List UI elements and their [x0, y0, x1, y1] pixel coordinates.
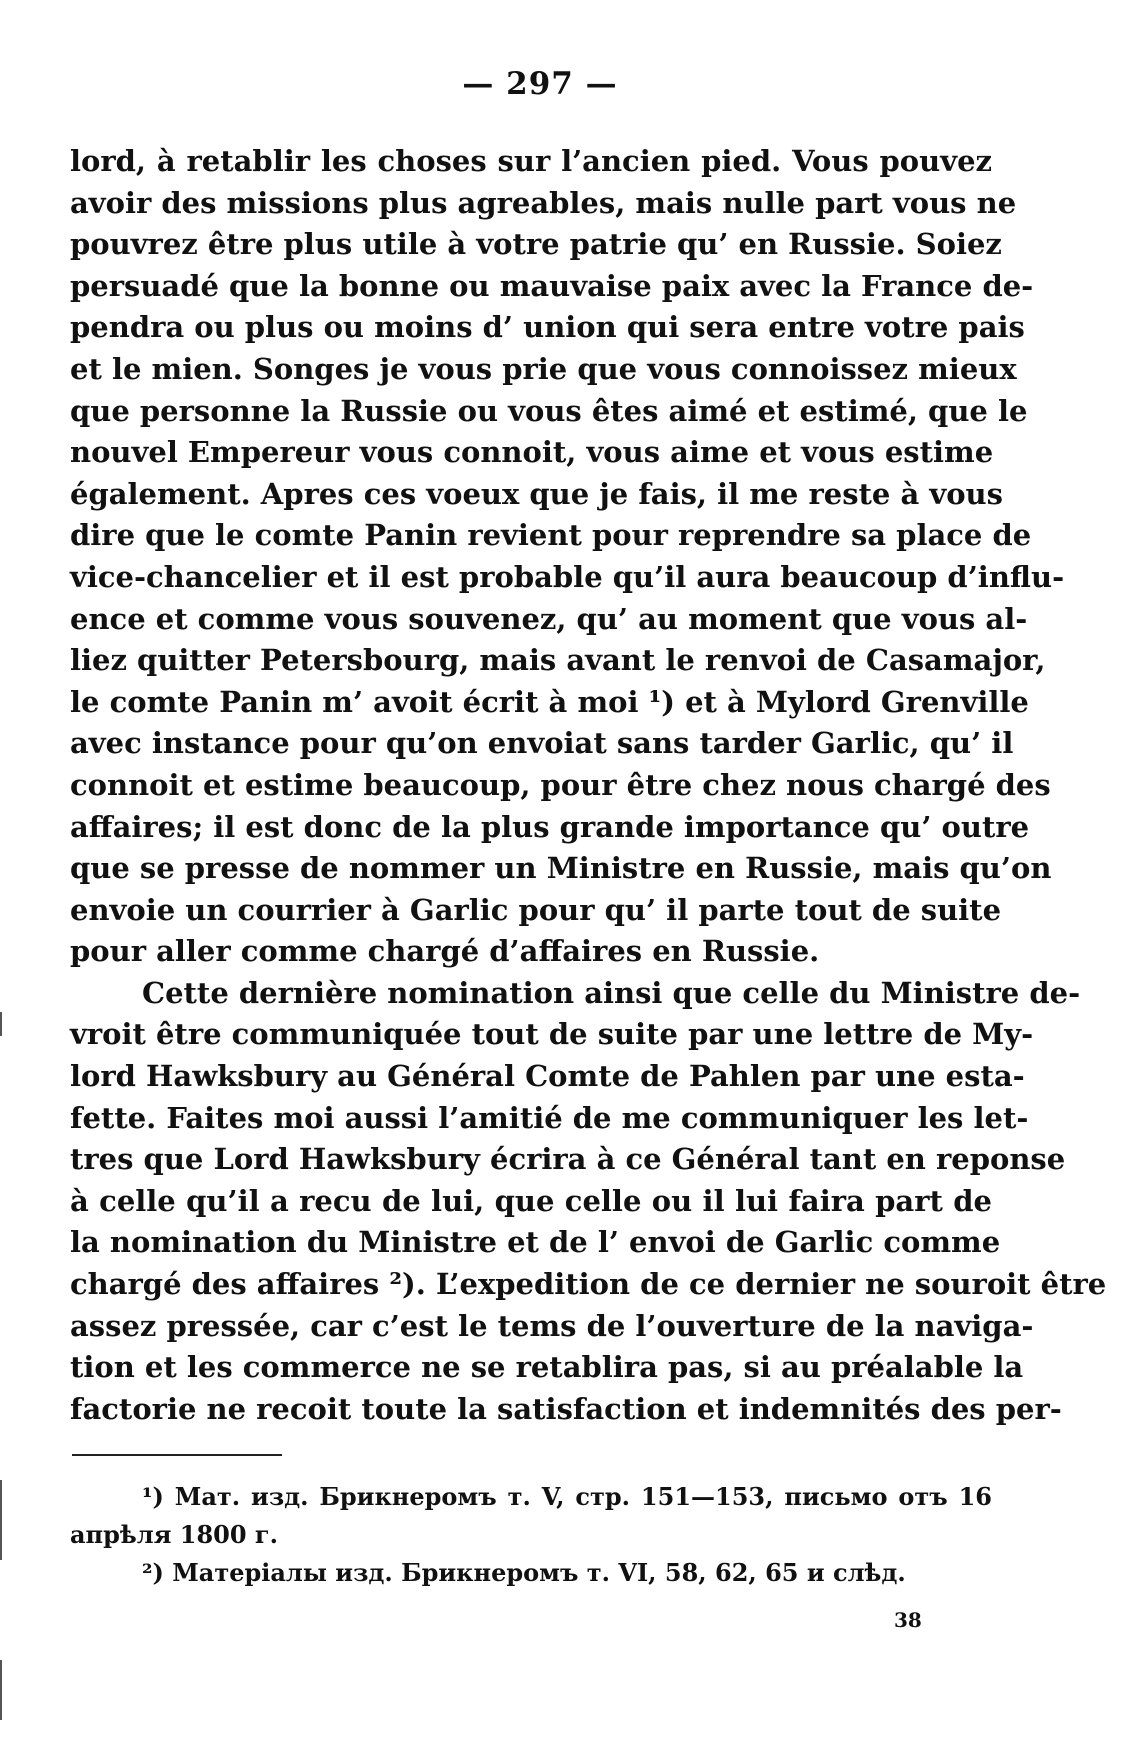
text-line: à celle qu’il a recu de lui, que celle ou il lui faira part de [70, 1183, 992, 1218]
text-line: pour aller comme chargé d’affaires en Russie. [70, 934, 820, 969]
text-line: nouvel Empereur vous connoit, vous aime et vous estime [70, 435, 994, 470]
text-line: factorie ne recoit toute la satisfaction et indemnités des per- [70, 1391, 1062, 1426]
text-line: affaires; il est donc de la plus grande importance qu’ outre [70, 809, 1030, 844]
paragraph-start-line: Cette dernière nomination ainsi que celle du Ministre de- [142, 975, 1081, 1010]
footnote-1-continued: апрѣля 1800 г. [70, 1520, 278, 1549]
text-line: tion et les commerce ne se retablira pas, si au préalable la [70, 1350, 1024, 1385]
text-line: pendra ou plus ou moins d’ union qui sera entre votre pais [70, 310, 1025, 345]
text-line: que personne la Russie ou vous êtes aimé et estimé, que le [70, 393, 1028, 428]
text-line: assez pressée, car c’est le tems de l’ouverture de la naviga- [70, 1308, 1034, 1343]
footnotes [70, 1478, 992, 1592]
text-line: et le mien. Songes je vous prie que vous connoissez mieux [70, 351, 1017, 386]
text-line: envoie un courrier à Garlic pour qu’ il parte tout de suite [70, 892, 1002, 927]
scan-edge-mark [0, 1480, 2, 1560]
body-text [70, 141, 1107, 1430]
text-line: pouvrez être plus utile à votre patrie qu’ en Russie. Soiez [70, 227, 1002, 262]
text-line: tres que Lord Hawksbury écrira à ce Général tant en reponse [70, 1142, 1066, 1177]
text-line: persuadé que la bonne ou mauvaise paix avec la France de- [70, 268, 1034, 303]
text-line: chargé des affaires ²). L’expedition de ce dernier ne souroit être [70, 1267, 1107, 1302]
footnote-2: ²) Матеріалы изд. Брикнеромъ т. VI, 58, 62, 65 и слѣд. [142, 1558, 906, 1587]
scan-edge-mark [0, 1012, 2, 1036]
text-line: avoir des missions plus agreables, mais nulle part vous ne [70, 185, 1017, 220]
text-line: également. Apres ces voeux que je fais, il me reste à vous [70, 476, 1003, 511]
printer-signature-mark: 38 [894, 1608, 922, 1632]
footnote-1: ¹) Мат. изд. Брикнеромъ т. V, стр. 151—153, письмо отъ 16 [142, 1482, 992, 1511]
text-line: liez quitter Petersbourg, mais avant le renvoi de Casamajor, [70, 643, 1046, 678]
text-line: lord Hawksbury au Général Comte de Pahlen par une esta- [70, 1059, 1025, 1094]
page-number: — 297 — [462, 66, 618, 102]
text-line: connoit et estime beaucoup, pour être chez nous chargé des [70, 767, 1051, 802]
text-line: lord, à retablir les choses sur l’ancien pied. Vous pouvez [70, 144, 992, 178]
text-line: que se presse de nommer un Ministre en Russie, mais qu’on [70, 851, 1052, 886]
scan-edge-mark [0, 1660, 2, 1720]
text-line: fette. Faites moi aussi l’amitié de me communiquer les let- [70, 1100, 1029, 1135]
text-line: le comte Panin m’ avoit écrit à moi ¹) et à Mylord Grenville [70, 684, 1029, 719]
text-line: ence et comme vous souvenez, qu’ au moment que vous al- [70, 601, 1028, 636]
text-line: avec instance pour qu’on envoiat sans tarder Garlic, qu’ il [70, 726, 1014, 761]
text-line: dire que le comte Panin revient pour reprendre sa place de [70, 518, 1032, 553]
text-line: vroit être communiquée tout de suite par une lettre de My- [70, 1017, 1034, 1052]
footnote-divider [72, 1454, 282, 1456]
text-line: la nomination du Ministre et de l’ envoi de Garlic comme [70, 1225, 1001, 1260]
text-line: vice-chancelier et il est probable qu’il aura beaucoup d’influ- [70, 559, 1065, 594]
